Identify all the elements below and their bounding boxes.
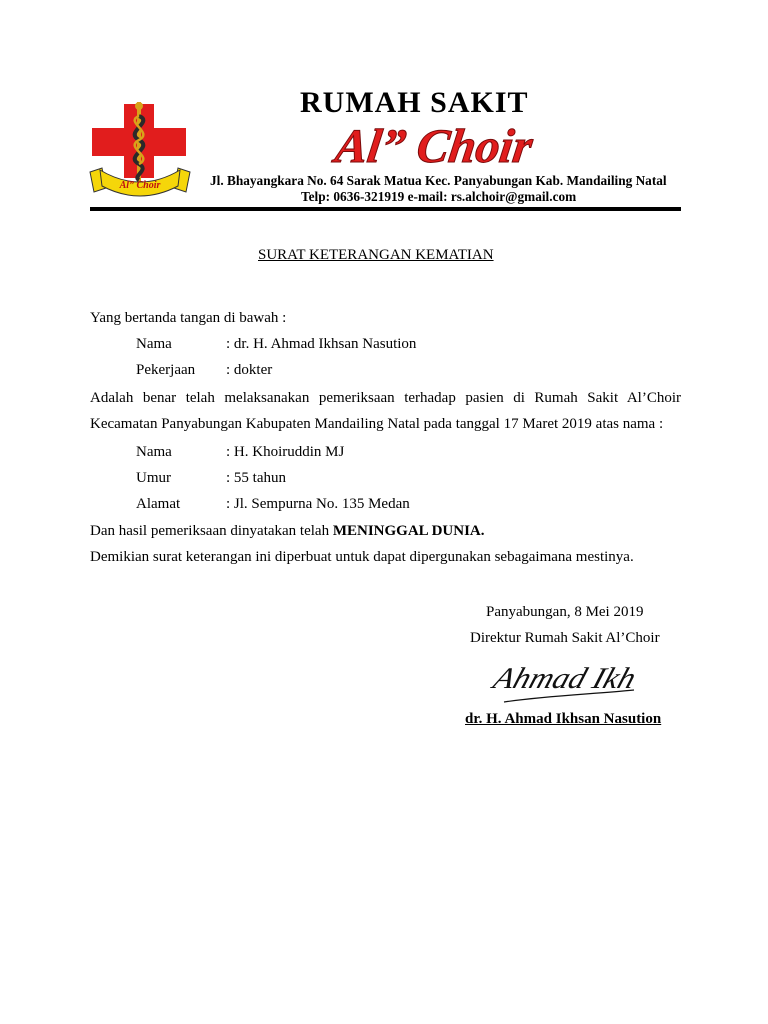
handwritten-signature — [484, 650, 644, 710]
hospital-logo — [88, 102, 192, 200]
closing-text: Demikian surat keterangan ini diperbuat untuk dapat dipergunakan sebagaimana mestinya. — [90, 549, 634, 565]
logo-ribbon-text: Al” Choir — [119, 180, 161, 191]
signature-script: Ahmad Ikh — [489, 661, 631, 695]
result-statement — [90, 523, 485, 540]
signer-job-value: : dokter — [226, 362, 273, 378]
patient-name-label: Nama — [136, 444, 172, 460]
result-prefix: Dan hasil pemeriksaan dinyatakan telah — [90, 523, 333, 539]
hospital-name: RUMAH SAKIT — [300, 86, 529, 119]
patient-age-label: Umur — [136, 470, 171, 486]
result-bold: MENINGGAL DUNIA. — [332, 523, 485, 539]
header-divider — [90, 207, 681, 211]
patient-address-value: : Jl. Sempurna No. 135 Medan — [226, 496, 410, 512]
signer-position: Direktur Rumah Sakit Al’Choir — [470, 630, 660, 646]
place-date: Panyabungan, 8 Mei 2019 — [486, 604, 644, 620]
body-line-2: Kecamatan Panyabungan Kabupaten Mandailing Natal pada tanggal 17 Maret 2019 atas nama : — [90, 416, 664, 432]
signer-name: dr. H. Ahmad Ikhsan Nasution — [465, 711, 662, 727]
hospital-address: Jl. Bhayangkara No. 64 Sarak Matua Kec. Panyabungan Kab. Mandailing Natal — [210, 173, 667, 188]
body-line-1: Adalah benar telah melaksanakan pemeriksaan terhadap pasien di Rumah Sakit Al’Choir — [90, 390, 681, 406]
patient-address-label: Alamat — [136, 496, 181, 512]
patient-name-value: : H. Khoiruddin MJ — [226, 444, 345, 460]
letter-title: SURAT KETERANGAN KEMATIAN — [258, 247, 494, 263]
intro-text: Yang bertanda tangan di bawah : — [90, 310, 287, 326]
signer-name-value: : dr. H. Ahmad Ikhsan Nasution — [226, 336, 417, 352]
patient-age-value: : 55 tahun — [226, 470, 286, 486]
brand-name: Al” Choir — [332, 120, 536, 173]
signer-job-label: Pekerjaan — [136, 362, 196, 378]
brand-wordmark — [262, 118, 602, 174]
signer-name-label: Nama — [136, 336, 172, 352]
hospital-contact: Telp: 0636-321919 e-mail: rs.alchoir@gmail.com — [301, 189, 577, 204]
